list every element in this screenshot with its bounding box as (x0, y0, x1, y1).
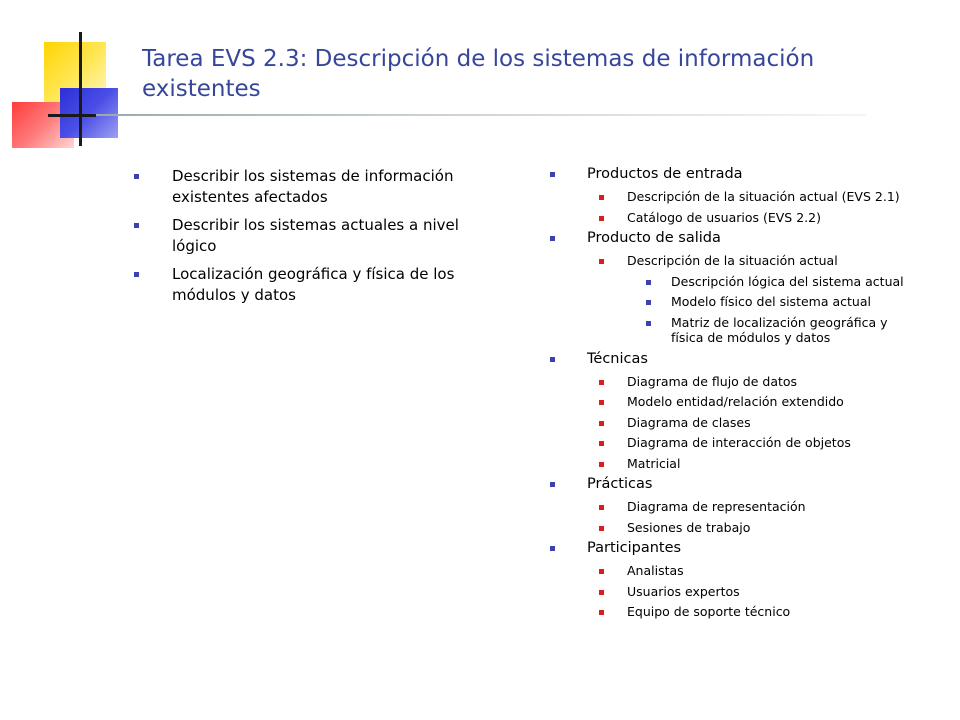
list-item: Usuarios expertos (599, 584, 910, 600)
section-participantes (550, 539, 910, 620)
square-bullet-icon (134, 272, 139, 277)
section-heading: Técnicas (550, 350, 910, 369)
list-item: Matricial (599, 456, 910, 472)
square-bullet-icon (599, 259, 604, 264)
square-bullet-icon (599, 569, 604, 574)
square-bullet-icon (599, 400, 604, 405)
list-item: Equipo de soporte técnico (599, 604, 910, 620)
section-tecnicas (550, 350, 910, 472)
list-item: Descripción de la situación actual (EVS 2.1) (599, 189, 910, 205)
sub-list-item: Descripción lógica del sistema actual (646, 274, 910, 290)
square-bullet-icon (599, 195, 604, 200)
square-bullet-icon (550, 172, 555, 177)
list-item: Catálogo de usuarios (EVS 2.2) (599, 210, 910, 226)
title-underline (96, 114, 866, 116)
square-bullet-icon (646, 300, 651, 305)
task-details (550, 163, 910, 624)
section-heading: Producto de salida (550, 229, 910, 248)
list-item: Sesiones de trabajo (599, 520, 910, 536)
square-bullet-icon (646, 280, 651, 285)
task-list (134, 166, 479, 313)
section-salida (550, 229, 910, 346)
logo-horizontal-line (48, 114, 96, 117)
list-item: Diagrama de representación (599, 499, 910, 515)
section-heading: Participantes (550, 539, 910, 558)
section-heading: Productos de entrada (550, 165, 910, 184)
square-bullet-icon (599, 441, 604, 446)
square-bullet-icon (134, 223, 139, 228)
logo-blue-square (60, 88, 118, 138)
square-bullet-icon (646, 321, 651, 326)
square-bullet-icon (599, 380, 604, 385)
square-bullet-icon (599, 610, 604, 615)
square-bullet-icon (599, 526, 604, 531)
square-bullet-icon (550, 482, 555, 487)
list-item: Descripción de la situación actual (599, 253, 910, 269)
square-bullet-icon (599, 216, 604, 221)
section-practicas (550, 475, 910, 535)
list-item: Localización geográfica y física de los módulos y datos (134, 264, 479, 306)
square-bullet-icon (134, 174, 139, 179)
square-bullet-icon (550, 357, 555, 362)
list-item: Analistas (599, 563, 910, 579)
square-bullet-icon (599, 421, 604, 426)
square-bullet-icon (550, 546, 555, 551)
square-bullet-icon (550, 236, 555, 241)
page-title: Tarea EVS 2.3: Descripción de los sistemas de información existentes (142, 46, 815, 102)
logo-vertical-line (79, 32, 82, 146)
list-item: Modelo entidad/relación extendido (599, 394, 910, 410)
sub-list-item: Modelo físico del sistema actual (646, 294, 910, 310)
section-entrada (550, 165, 910, 225)
square-bullet-icon (599, 590, 604, 595)
section-heading: Prácticas (550, 475, 910, 494)
list-item: Diagrama de interacción de objetos (599, 435, 910, 451)
square-bullet-icon (599, 505, 604, 510)
list-item: Describir los sistemas actuales a nivel lógico (134, 215, 479, 257)
square-bullet-icon (599, 462, 604, 467)
list-item: Describir los sistemas de información existentes afectados (134, 166, 479, 208)
list-item: Diagrama de flujo de datos (599, 374, 910, 390)
sub-list-item: Matriz de localización geográfica y física de módulos y datos (646, 315, 910, 346)
list-item: Diagrama de clases (599, 415, 910, 431)
